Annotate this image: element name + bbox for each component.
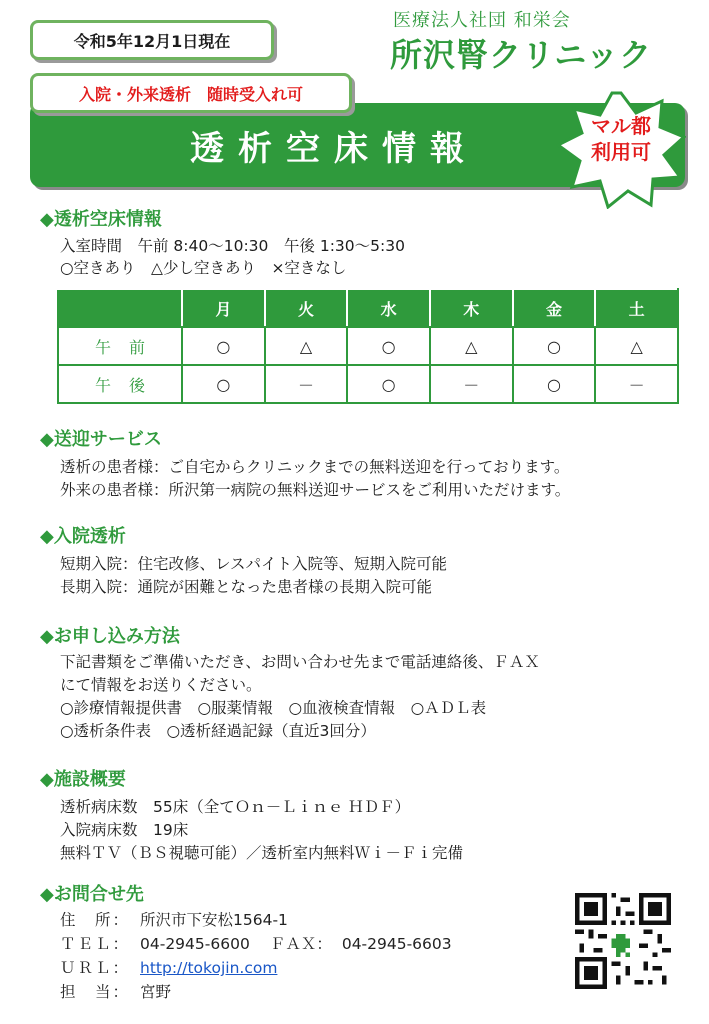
- phone-row: [60, 932, 452, 956]
- section-heading-transport: ◆送迎サービス: [40, 429, 162, 450]
- day-header: 水: [347, 289, 430, 327]
- url-row: [60, 956, 452, 980]
- vacancy-cell: －: [430, 365, 513, 403]
- inpatient-line2: 長期入院：通院が困難となった患者様の長期入院可能: [60, 578, 433, 596]
- vacancy-cell: －: [595, 365, 678, 403]
- day-header: 土: [595, 289, 678, 327]
- section-heading-contact: ◆お問合せ先: [40, 884, 144, 905]
- website-link[interactable]: http://tokojin.com: [140, 959, 278, 977]
- table-row: [58, 327, 678, 365]
- tel-value: 04-2945-6600: [140, 935, 250, 953]
- vacancy-cell: ○: [182, 365, 265, 403]
- vacancy-cell: ○: [513, 327, 596, 365]
- availability-legend: ○空きあり △少し空きあり ×空きなし: [60, 259, 347, 277]
- person-value: 宮野: [140, 983, 172, 1001]
- vacancy-cell: ○: [182, 327, 265, 365]
- burst-line2: 利用可: [591, 140, 651, 164]
- vacancy-cell: △: [595, 327, 678, 365]
- day-header: 月: [182, 289, 265, 327]
- apply-line3: ○診療情報提供書 ○服薬情報 ○血液検査情報 ○ＡＤＬ表: [60, 699, 487, 717]
- transport-line2: 外来の患者様：所沢第一病院の無料送迎サービスをご利用いただけます。: [60, 481, 571, 499]
- row-label-pm: 午後: [58, 365, 182, 403]
- vacancy-cell: △: [265, 327, 348, 365]
- day-header: 木: [430, 289, 513, 327]
- address-label: 住 所：: [60, 911, 131, 929]
- qr-code-icon[interactable]: [575, 893, 671, 989]
- vacancy-cell: －: [265, 365, 348, 403]
- day-header: 金: [513, 289, 596, 327]
- address-value: 所沢市下安松1564-1: [140, 911, 288, 929]
- accept-badge: 入院・外来透析 随時受入れ可: [30, 73, 352, 113]
- facility-line2: 入院病床数 19床: [60, 821, 189, 839]
- apply-line4: ○透析条件表 ○透析経過記録（直近3回分）: [60, 722, 376, 740]
- person-row: [60, 980, 452, 1004]
- section-heading-apply: ◆お申し込み方法: [40, 626, 180, 647]
- day-header: 火: [265, 289, 348, 327]
- apply-line2: にて情報をお送りください。: [60, 676, 262, 694]
- address-row: [60, 908, 452, 932]
- person-label: 担 当：: [60, 983, 131, 1001]
- section-heading-vacancy: ◆透析空床情報: [40, 209, 162, 230]
- burst-label: [556, 113, 686, 165]
- date-badge: 令和5年12月1日現在: [30, 20, 274, 60]
- facility-line3: 無料ＴＶ（ＢＳ視聴可能）／透析室内無料Ｗｉ－Ｆｉ完備: [60, 844, 464, 862]
- page-title: 透析空床情報: [190, 128, 478, 169]
- fax-value: 04-2945-6603: [341, 935, 452, 953]
- tel-label: ＴＥＬ：: [60, 935, 131, 953]
- table-row: [58, 365, 678, 403]
- table-header-row: [58, 289, 678, 327]
- vacancy-table: [57, 288, 679, 404]
- facility-line1: 透析病床数 55床（全てＯｎ－Ｌｉｎｅ ＨＤＦ）: [60, 798, 411, 816]
- apply-line1: 下記書類をご準備いただき、お問い合わせ先まで電話連絡後、ＦＡＸ: [60, 653, 540, 671]
- vacancy-cell: ○: [347, 327, 430, 365]
- burst-line1: マル都: [591, 114, 651, 138]
- vacancy-cell: ○: [513, 365, 596, 403]
- clinic-name: 所沢腎クリニック: [390, 36, 653, 74]
- section-heading-inpatient: ◆入院透析: [40, 526, 126, 547]
- transport-line1: 透析の患者様：ご自宅からクリニックまでの無料送迎を行っております。: [60, 458, 570, 476]
- fax-label: ＦＡＸ：: [269, 935, 332, 953]
- section-heading-facility: ◆施設概要: [40, 769, 126, 790]
- url-label: ＵＲＬ：: [60, 959, 131, 977]
- entry-hours: 入室時間 午前 8:40～10:30 午後 1:30～5:30: [60, 237, 405, 255]
- inpatient-line1: 短期入院：住宅改修、レスパイト入院等、短期入院可能: [60, 555, 448, 573]
- row-label-am: 午前: [58, 327, 182, 365]
- vacancy-cell: △: [430, 327, 513, 365]
- table-corner-cell: [58, 289, 182, 327]
- contact-block: [60, 908, 452, 1004]
- corporation-name: 医療法人社団 和栄会: [393, 10, 571, 31]
- vacancy-cell: ○: [347, 365, 430, 403]
